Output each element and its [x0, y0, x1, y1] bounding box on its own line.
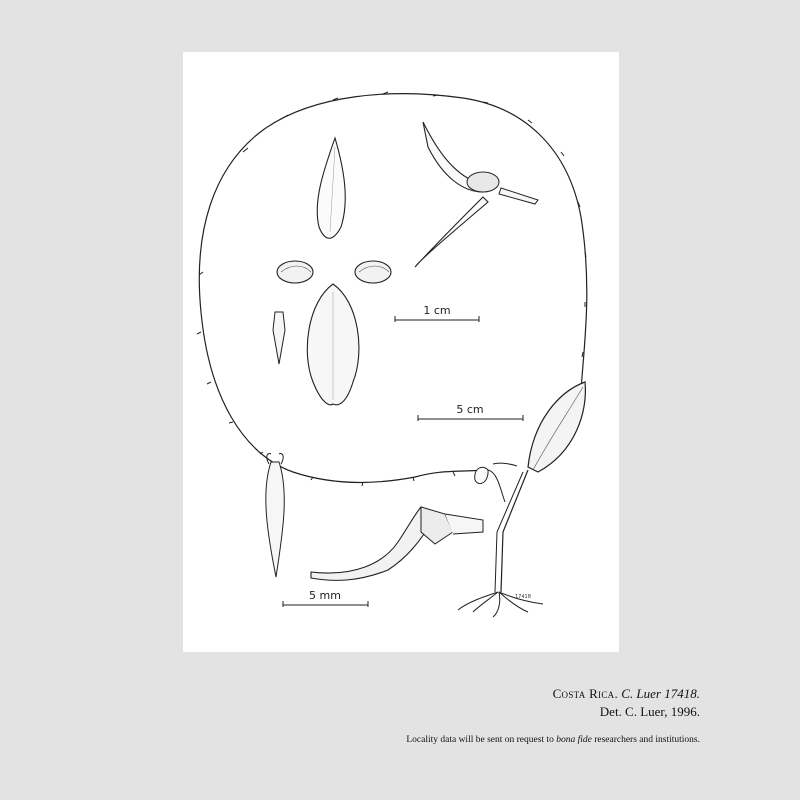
caption-note-after: researchers and institutions. — [594, 735, 700, 745]
stem — [501, 470, 528, 592]
flower-side-ovary — [499, 188, 538, 204]
caption-line-1 — [553, 686, 700, 702]
specimen-tag: 17418 — [515, 594, 531, 600]
scale-label-5mm: 5 mm — [309, 589, 341, 602]
flower-side-lower-sepals — [415, 197, 488, 267]
scale-bar-5cm — [418, 403, 523, 421]
caption-note-before: Locality data will be sent on request to — [406, 735, 554, 745]
scale-label-5cm: 5 cm — [456, 403, 484, 416]
petal-left — [277, 261, 313, 283]
caption-collector: C. Luer 17418. — [621, 686, 700, 701]
petal-right — [355, 261, 391, 283]
caption-note-italic: bona fide — [556, 735, 592, 745]
botanical-drawing — [183, 52, 619, 652]
caption-country: Costa Rica. — [552, 686, 619, 701]
caption-line-2: Det. C. Luer, 1996. — [599, 704, 700, 719]
scale-bar-5mm — [283, 589, 368, 607]
inflorescence-loop — [199, 94, 587, 483]
illustration-plate — [183, 52, 619, 652]
bracts — [197, 92, 586, 486]
leaf — [528, 382, 585, 472]
column-side — [311, 507, 433, 580]
lip-small — [273, 312, 285, 364]
scale-bar-1cm — [395, 304, 479, 322]
lip-front — [266, 462, 284, 577]
scale-label-1cm: 1 cm — [423, 304, 451, 317]
flower-side-lip — [467, 172, 499, 192]
caption-line-3 — [406, 735, 700, 745]
dorsal-sepal — [317, 138, 345, 238]
